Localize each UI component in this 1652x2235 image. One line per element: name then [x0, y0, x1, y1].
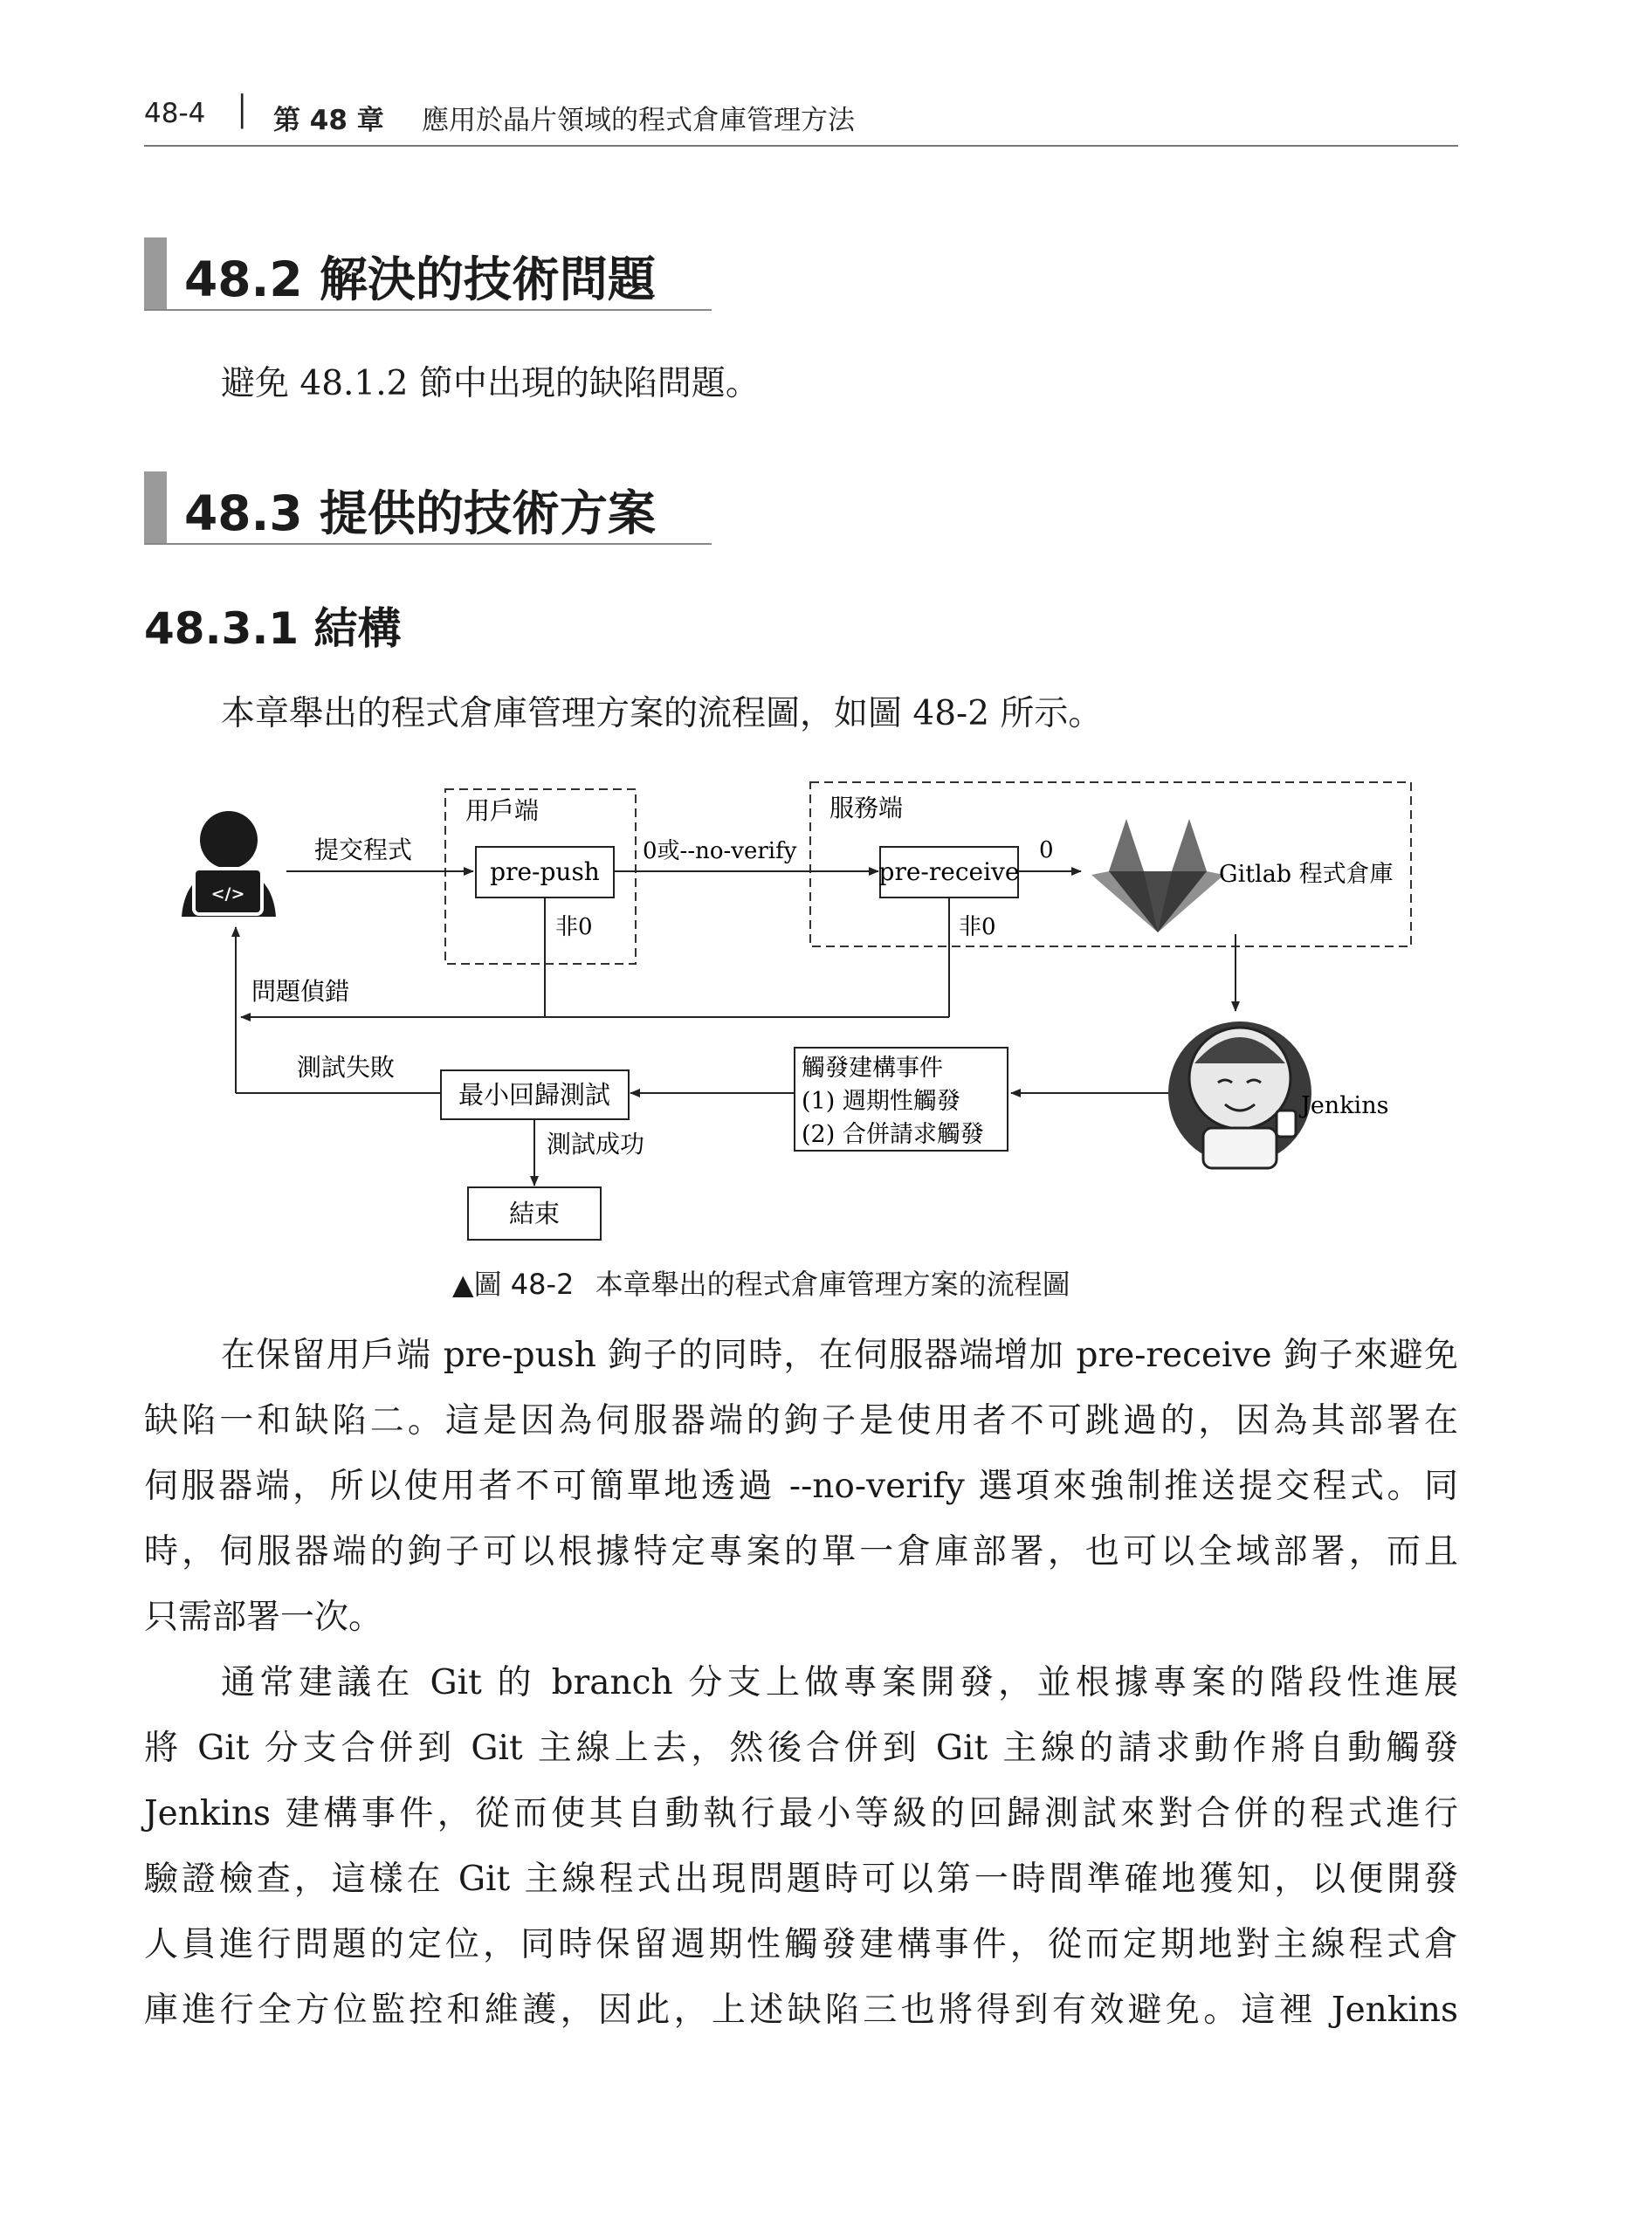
- developer-icon: [182, 811, 276, 917]
- paragraph-line: 在保留用戶端 pre-push 鉤子的同時，在伺服器端增加 pre-receive 鉤子來避免: [221, 1336, 1458, 1375]
- submit-label: 提交程式: [314, 836, 413, 864]
- section-48-2-body: 避免 48.1.2 節中出現的缺陷問題。: [221, 364, 760, 403]
- figure-caption: [452, 1262, 1070, 1303]
- subsection-48-3-1-body: 本章舉出的程式倉庫管理方案的流程圖，如圖 48-2 所示。: [221, 694, 1103, 733]
- paragraph-line: 只需部署一次。: [144, 1598, 383, 1637]
- pre-receive-label: pre-receive: [878, 857, 1020, 886]
- section-heading-48-2: [144, 237, 712, 311]
- trigger-title: 觸發建構事件: [802, 1055, 943, 1082]
- section-heading-bar: [144, 471, 167, 543]
- jenkins-logo-icon: [1168, 1021, 1311, 1168]
- section-heading-text: 48.2 解決的技術問題: [184, 251, 656, 307]
- header-separator: │: [233, 94, 251, 129]
- paragraph-line: 將 Git 分支合併到 Git 主線上去，然後合併到 Git 主線的請求動作將自動觸發: [144, 1729, 1458, 1768]
- server-group-label: 服務端: [829, 794, 904, 822]
- flow-diagram: [175, 768, 1449, 1257]
- test-fail-label: 測試失敗: [297, 1053, 396, 1082]
- gitlab-label: Gitlab 程式倉庫: [1219, 861, 1394, 888]
- figure-caption-text: 本章舉出的程式倉庫管理方案的流程圖: [595, 1268, 1070, 1301]
- paragraph-line: 庫進行全方位監控和維護，因此，上述缺陷三也將得到有效避免。這裡 Jenkins: [144, 1991, 1458, 2030]
- trigger-item-periodic: (1) 週期性觸發: [802, 1088, 960, 1115]
- pre-push-fail-label: 非0: [555, 914, 593, 940]
- paragraph-line: Jenkins 建構事件，從而使其自動執行最小等級的回歸測試來對合併的程式進行: [144, 1794, 1458, 1833]
- paragraph-line: 時，伺服器端的鉤子可以根據特定專案的單一倉庫部署，也可以全域部署，而且: [144, 1532, 1458, 1571]
- regression-label: 最小回歸測試: [458, 1080, 611, 1110]
- trigger-item-merge: (2) 合併請求觸發: [802, 1121, 984, 1148]
- paragraph-line: 伺服器端，所以使用者不可簡單地透過 --no-verify 選項來強制推送提交程式。同: [144, 1467, 1458, 1506]
- figure-caption-prefix: ▲圖 48-2: [452, 1268, 575, 1301]
- subsection-heading-48-3-1: 48.3.1 結構: [144, 603, 402, 654]
- paragraph-line: 缺陷一和缺陷二。這是因為伺服器端的鉤子是使用者不可跳過的，因為其部署在: [144, 1401, 1458, 1441]
- jenkins-label: Jenkins: [1301, 1092, 1389, 1119]
- section-heading-text: 48.3 提供的技術方案: [184, 485, 656, 541]
- pre-push-ok-label: 0或--no-verify: [643, 838, 797, 864]
- gitlab-logo-icon: [1091, 819, 1224, 932]
- chapter-label: 第 48 章: [273, 105, 384, 136]
- pre-receive-fail-label: 非0: [959, 914, 996, 940]
- section-heading-bar: [144, 237, 167, 309]
- running-header: [144, 93, 1458, 147]
- test-success-label: 測試成功: [547, 1130, 645, 1159]
- paragraph-line: 通常建議在 Git 的 branch 分支上做專案開發，並根據專案的階段性進展: [221, 1663, 1458, 1702]
- code-icon: </>: [210, 884, 245, 904]
- page-number: 48-4: [144, 98, 206, 129]
- pre-push-label: pre-push: [490, 857, 600, 886]
- section-heading-48-3: [144, 471, 712, 545]
- chapter-title: 應用於晶片領域的程式倉庫管理方法: [422, 105, 855, 136]
- client-group-label: 用戶端: [465, 796, 540, 825]
- paragraph-line: 人員進行問題的定位，同時保留週期性觸發建構事件，從而定期地對主線程式倉: [144, 1925, 1458, 1964]
- pre-receive-ok-label: 0: [1039, 837, 1054, 863]
- debug-label: 問題偵錯: [251, 977, 350, 1006]
- paragraph-line: 驗證檢查，這樣在 Git 主線程式出現問題時可以第一時間準確地獲知，以便開發: [144, 1860, 1458, 1899]
- end-label: 結束: [508, 1199, 561, 1228]
